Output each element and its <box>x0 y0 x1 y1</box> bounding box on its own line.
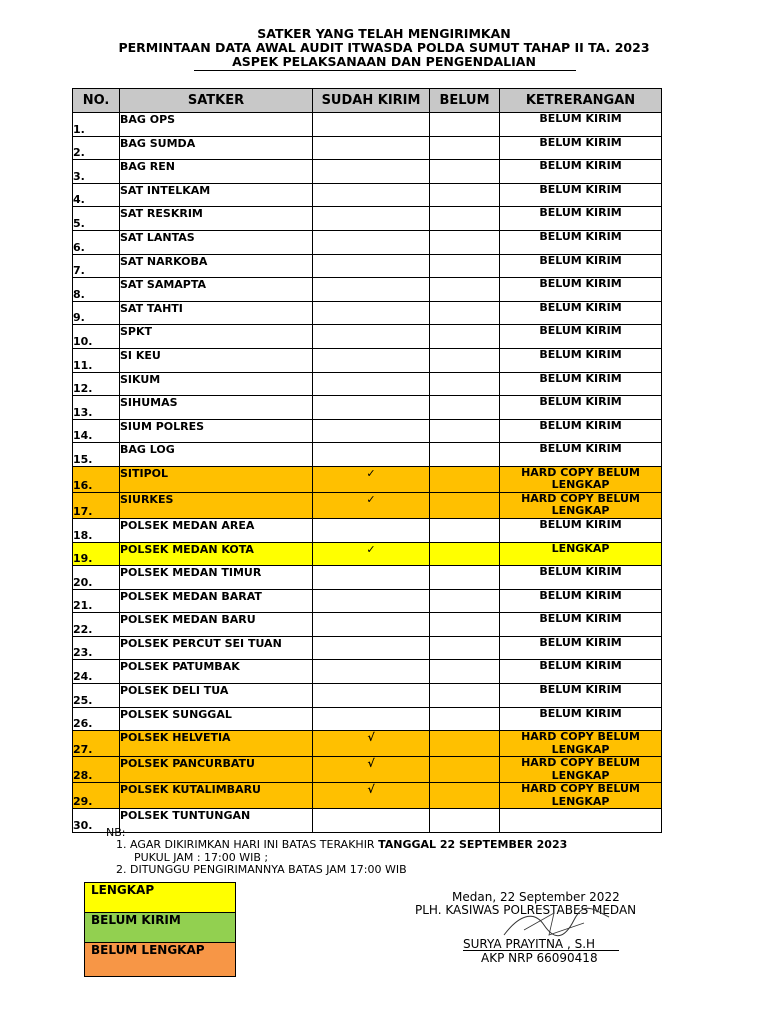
color-legend <box>84 882 236 977</box>
row-number: 25. <box>73 684 120 708</box>
row-keterangan: BELUM KIRIM <box>500 348 662 372</box>
table-row <box>73 396 662 420</box>
legend-belum-lengkap: BELUM LENGKAP <box>85 943 235 976</box>
row-satker: SAT NARKOBA <box>120 254 313 278</box>
column-header-satker: SATKER <box>120 89 313 113</box>
row-keterangan: BELUM KIRIM <box>500 589 662 613</box>
table-row <box>73 613 662 637</box>
signature-rank-nrp: AKP NRP 66090418 <box>481 951 598 965</box>
row-sudah-kirim <box>313 636 430 660</box>
row-belum <box>430 278 500 302</box>
table-row <box>73 809 662 833</box>
table-row <box>73 660 662 684</box>
status-table <box>72 88 662 833</box>
row-satker: BAG LOG <box>120 443 313 467</box>
row-sudah-kirim <box>313 160 430 184</box>
row-belum <box>430 183 500 207</box>
row-number: 19. <box>73 542 120 566</box>
row-number: 27. <box>73 731 120 757</box>
row-keterangan: BELUM KIRIM <box>500 613 662 637</box>
table-row <box>73 230 662 254</box>
row-number: 1. <box>73 113 120 137</box>
row-keterangan: BELUM KIRIM <box>500 636 662 660</box>
row-satker: POLSEK MEDAN BARU <box>120 613 313 637</box>
row-number: 16. <box>73 466 120 492</box>
row-number: 12. <box>73 372 120 396</box>
row-keterangan: BELUM KIRIM <box>500 230 662 254</box>
row-satker: SIUM POLRES <box>120 419 313 443</box>
row-sudah-kirim <box>313 443 430 467</box>
row-satker: SAT SAMAPTA <box>120 278 313 302</box>
row-sudah-kirim <box>313 230 430 254</box>
row-satker: POLSEK PERCUT SEI TUAN <box>120 636 313 660</box>
row-belum <box>430 492 500 518</box>
row-belum <box>430 542 500 566</box>
row-sudah-kirim <box>313 254 430 278</box>
row-sudah-kirim: ✓ <box>313 492 430 518</box>
row-belum <box>430 419 500 443</box>
row-keterangan: LENGKAP <box>500 542 662 566</box>
row-sudah-kirim <box>313 113 430 137</box>
row-keterangan: BELUM KIRIM <box>500 207 662 231</box>
row-number: 15. <box>73 443 120 467</box>
legend-lengkap: LENGKAP <box>85 883 235 913</box>
row-sudah-kirim <box>313 589 430 613</box>
row-satker: POLSEK PATUMBAK <box>120 660 313 684</box>
row-sudah-kirim <box>313 183 430 207</box>
table-row <box>73 731 662 757</box>
row-sudah-kirim <box>313 660 430 684</box>
row-satker: SI KEU <box>120 348 313 372</box>
row-sudah-kirim <box>313 684 430 708</box>
table-row <box>73 684 662 708</box>
row-sudah-kirim <box>313 348 430 372</box>
row-keterangan: BELUM KIRIM <box>500 518 662 542</box>
note-item-1 <box>116 838 567 851</box>
row-number: 2. <box>73 136 120 160</box>
notes-label: NB: <box>106 826 126 839</box>
table-row <box>73 443 662 467</box>
row-keterangan: HARD COPY BELUM LENGKAP <box>500 466 662 492</box>
table-row <box>73 566 662 590</box>
row-belum <box>430 301 500 325</box>
row-number: 23. <box>73 636 120 660</box>
row-sudah-kirim <box>313 396 430 420</box>
row-number: 18. <box>73 518 120 542</box>
row-number: 9. <box>73 301 120 325</box>
row-sudah-kirim: ✓ <box>313 466 430 492</box>
row-satker: POLSEK MEDAN TIMUR <box>120 566 313 590</box>
row-keterangan: BELUM KIRIM <box>500 660 662 684</box>
table-row <box>73 542 662 566</box>
note-item-1-text: 1. AGAR DIKIRIMKAN HARI INI BATAS TERAKHIR <box>116 838 379 851</box>
table-row <box>73 160 662 184</box>
row-satker: SAT LANTAS <box>120 230 313 254</box>
row-belum <box>430 372 500 396</box>
row-belum <box>430 207 500 231</box>
row-number: 29. <box>73 783 120 809</box>
row-keterangan: BELUM KIRIM <box>500 684 662 708</box>
row-sudah-kirim <box>313 566 430 590</box>
table-row <box>73 757 662 783</box>
row-sudah-kirim <box>313 707 430 731</box>
row-keterangan <box>500 809 662 833</box>
row-number: 30. <box>73 809 120 833</box>
table-row <box>73 348 662 372</box>
row-number: 20. <box>73 566 120 590</box>
table-row <box>73 207 662 231</box>
row-belum <box>430 160 500 184</box>
row-belum <box>430 660 500 684</box>
note-item-1-deadline: TANGGAL 22 SEPTEMBER 2023 <box>378 838 568 851</box>
row-keterangan: BELUM KIRIM <box>500 419 662 443</box>
table-row <box>73 518 662 542</box>
row-belum <box>430 566 500 590</box>
table-row <box>73 589 662 613</box>
signature-name: SURYA PRAYITNA , S.H <box>463 937 596 951</box>
row-number: 17. <box>73 492 120 518</box>
row-satker: SIKUM <box>120 372 313 396</box>
row-sudah-kirim <box>313 809 430 833</box>
row-belum <box>430 443 500 467</box>
row-belum <box>430 396 500 420</box>
row-number: 7. <box>73 254 120 278</box>
row-belum <box>430 636 500 660</box>
row-number: 14. <box>73 419 120 443</box>
row-belum <box>430 757 500 783</box>
doc-title-line2: PERMINTAAN DATA AWAL AUDIT ITWASDA POLDA SUMUT TAHAP II TA. 2023 <box>118 40 650 55</box>
doc-title-line3: ASPEK PELAKSANAAN DAN PENGENDALIAN <box>232 54 536 69</box>
note-item-2: 2. DITUNGGU PENGIRIMANNYA BATAS JAM 17:00 WIB <box>116 863 407 876</box>
row-belum <box>430 466 500 492</box>
row-keterangan: BELUM KIRIM <box>500 183 662 207</box>
table-row <box>73 301 662 325</box>
column-header-sudah-kirim: SUDAH KIRIM <box>313 89 430 113</box>
row-sudah-kirim <box>313 301 430 325</box>
row-number: 4. <box>73 183 120 207</box>
row-satker: POLSEK HELVETIA <box>120 731 313 757</box>
row-sudah-kirim <box>313 613 430 637</box>
row-belum <box>430 589 500 613</box>
row-keterangan: BELUM KIRIM <box>500 443 662 467</box>
row-keterangan: HARD COPY BELUM LENGKAP <box>500 783 662 809</box>
row-number: 26. <box>73 707 120 731</box>
row-belum <box>430 707 500 731</box>
row-sudah-kirim <box>313 372 430 396</box>
row-satker: POLSEK DELI TUA <box>120 684 313 708</box>
row-keterangan: BELUM KIRIM <box>500 566 662 590</box>
row-satker: POLSEK MEDAN AREA <box>120 518 313 542</box>
row-sudah-kirim: ✓ <box>313 542 430 566</box>
row-keterangan: BELUM KIRIM <box>500 136 662 160</box>
row-satker: BAG REN <box>120 160 313 184</box>
table-header-row <box>73 89 662 113</box>
row-number: 11. <box>73 348 120 372</box>
row-number: 3. <box>73 160 120 184</box>
row-keterangan: BELUM KIRIM <box>500 278 662 302</box>
row-satker: POLSEK MEDAN BARAT <box>120 589 313 613</box>
signature-place-date: Medan, 22 September 2022 <box>452 890 620 904</box>
row-belum <box>430 136 500 160</box>
column-header-keterangan: KETRERANGAN <box>500 89 662 113</box>
row-keterangan: BELUM KIRIM <box>500 254 662 278</box>
row-keterangan: BELUM KIRIM <box>500 113 662 137</box>
row-keterangan: HARD COPY BELUM LENGKAP <box>500 731 662 757</box>
row-keterangan: BELUM KIRIM <box>500 301 662 325</box>
row-satker: POLSEK PANCURBATU <box>120 757 313 783</box>
row-number: 22. <box>73 613 120 637</box>
row-belum <box>430 325 500 349</box>
row-number: 28. <box>73 757 120 783</box>
row-number: 24. <box>73 660 120 684</box>
table-row <box>73 783 662 809</box>
row-satker: BAG SUMDA <box>120 136 313 160</box>
row-belum <box>430 230 500 254</box>
row-satker: SIURKES <box>120 492 313 518</box>
column-header-no: NO. <box>73 89 120 113</box>
row-belum <box>430 348 500 372</box>
table-row <box>73 492 662 518</box>
row-sudah-kirim: √ <box>313 757 430 783</box>
table-row <box>73 254 662 278</box>
row-satker: POLSEK KUTALIMBARU <box>120 783 313 809</box>
table-row <box>73 113 662 137</box>
row-sudah-kirim: √ <box>313 783 430 809</box>
row-keterangan: BELUM KIRIM <box>500 372 662 396</box>
row-satker: SITIPOL <box>120 466 313 492</box>
row-sudah-kirim <box>313 518 430 542</box>
row-satker: BAG OPS <box>120 113 313 137</box>
column-header-belum: BELUM <box>430 89 500 113</box>
row-number: 5. <box>73 207 120 231</box>
table-row <box>73 136 662 160</box>
row-satker: SIHUMAS <box>120 396 313 420</box>
row-satker: POLSEK SUNGGAL <box>120 707 313 731</box>
table-row <box>73 466 662 492</box>
row-satker: POLSEK TUNTUNGAN <box>120 809 313 833</box>
row-keterangan: HARD COPY BELUM LENGKAP <box>500 492 662 518</box>
row-satker: SAT RESKRIM <box>120 207 313 231</box>
row-keterangan: BELUM KIRIM <box>500 707 662 731</box>
table-row <box>73 372 662 396</box>
row-satker: SPKT <box>120 325 313 349</box>
doc-title-line1: SATKER YANG TELAH MENGIRIMKAN <box>257 26 511 41</box>
row-sudah-kirim <box>313 325 430 349</box>
row-number: 8. <box>73 278 120 302</box>
row-number: 21. <box>73 589 120 613</box>
row-belum <box>430 113 500 137</box>
row-belum <box>430 684 500 708</box>
row-number: 6. <box>73 230 120 254</box>
row-sudah-kirim <box>313 419 430 443</box>
row-keterangan: BELUM KIRIM <box>500 160 662 184</box>
row-keterangan: BELUM KIRIM <box>500 325 662 349</box>
row-belum <box>430 731 500 757</box>
signature-position: PLH. KASIWAS POLRESTABES MEDAN <box>415 903 637 917</box>
table-row <box>73 278 662 302</box>
legend-belum-kirim: BELUM KIRIM <box>85 913 235 943</box>
table-row <box>73 183 662 207</box>
row-number: 13. <box>73 396 120 420</box>
row-belum <box>430 518 500 542</box>
table-row <box>73 636 662 660</box>
row-sudah-kirim <box>313 136 430 160</box>
row-belum <box>430 613 500 637</box>
row-satker: POLSEK MEDAN KOTA <box>120 542 313 566</box>
row-sudah-kirim <box>313 207 430 231</box>
row-satker: SAT INTELKAM <box>120 183 313 207</box>
row-belum <box>430 783 500 809</box>
title-underline <box>194 70 576 71</box>
row-satker: SAT TAHTI <box>120 301 313 325</box>
row-number: 10. <box>73 325 120 349</box>
row-keterangan: BELUM KIRIM <box>500 396 662 420</box>
table-row <box>73 325 662 349</box>
note-item-1-continuation: PUKUL JAM : 17:00 WIB ; <box>134 851 269 864</box>
table-row <box>73 419 662 443</box>
row-belum <box>430 254 500 278</box>
row-sudah-kirim <box>313 278 430 302</box>
row-keterangan: HARD COPY BELUM LENGKAP <box>500 757 662 783</box>
row-belum <box>430 809 500 833</box>
table-row <box>73 707 662 731</box>
row-sudah-kirim: √ <box>313 731 430 757</box>
